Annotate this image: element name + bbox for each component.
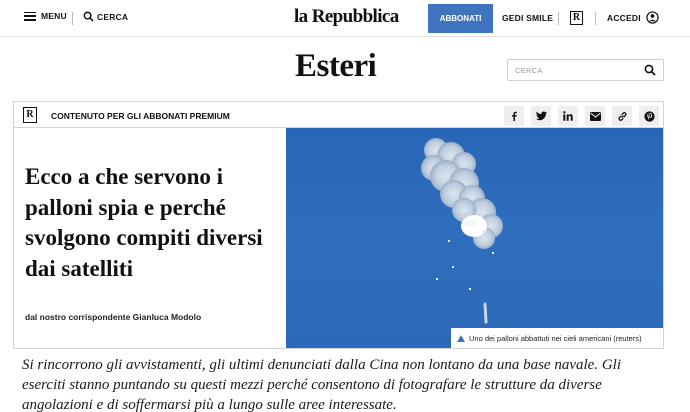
pinterest-icon xyxy=(644,111,655,122)
triangle-up-icon xyxy=(457,335,465,342)
repubblica-r-icon[interactable]: R xyxy=(570,11,583,25)
divider xyxy=(72,12,73,25)
share-linkedin-button[interactable] xyxy=(558,106,578,126)
subscribe-button[interactable]: ABBONATI xyxy=(428,4,493,33)
search-label: CERCA xyxy=(97,11,129,22)
share-link-button[interactable] xyxy=(612,106,632,126)
facebook-icon xyxy=(509,111,519,121)
article-byline: dal nostro corrispondente Gianluca Modolo xyxy=(25,312,202,322)
premium-r-icon: R xyxy=(23,107,37,123)
gedi-smile-link[interactable]: GEDI SMILE xyxy=(502,13,554,23)
share-twitter-button[interactable] xyxy=(531,106,551,126)
article-summary: Si rincorrono gli avvistamenti, gli ultimi denunciati dalla Cina non lontano da una base navale. Gli eserciti stanno puntando su questi mezzi perché consentono di fotografare le strutture da diverse angolazioni e di soffermarsi più a lungo sulle aree interessate. xyxy=(22,357,621,412)
search-icon xyxy=(83,11,94,22)
menu-label: MENU xyxy=(41,11,67,21)
hamburger-icon xyxy=(24,12,36,21)
article-photo[interactable] xyxy=(286,128,663,348)
share-facebook-button[interactable] xyxy=(504,106,524,126)
photo-caption-text: Uno dei palloni abbattuti nei cieli americani (reuters) xyxy=(469,333,642,343)
share-pinterest-button[interactable] xyxy=(639,106,659,126)
site-logo[interactable]: la Repubblica xyxy=(294,6,399,27)
user-icon xyxy=(646,11,659,24)
login-button[interactable] xyxy=(607,11,659,24)
section-search-box[interactable] xyxy=(507,59,664,81)
divider xyxy=(595,12,596,25)
section-search-input[interactable] xyxy=(515,63,635,77)
login-label: ACCEDI xyxy=(607,12,641,23)
menu-button[interactable] xyxy=(24,11,67,21)
premium-label: CONTENUTO PER GLI ABBONATI PREMIUM xyxy=(51,111,230,121)
search-icon[interactable] xyxy=(644,64,656,76)
link-icon xyxy=(617,111,628,122)
article-card xyxy=(13,101,664,349)
top-bar xyxy=(0,0,690,37)
search-button[interactable] xyxy=(83,11,128,22)
premium-bar xyxy=(14,102,663,128)
section-title: Esteri xyxy=(295,48,377,84)
photo-caption xyxy=(451,328,663,348)
divider xyxy=(558,12,559,25)
article-headline[interactable]: Ecco a che servono i palloni spia e perché svolgono compiti diversi dai satelliti xyxy=(25,164,263,281)
email-icon xyxy=(590,112,601,121)
linkedin-icon xyxy=(563,111,573,121)
twitter-icon xyxy=(536,111,547,121)
share-email-button[interactable] xyxy=(585,106,605,126)
balloon-smoke-image xyxy=(286,128,663,348)
